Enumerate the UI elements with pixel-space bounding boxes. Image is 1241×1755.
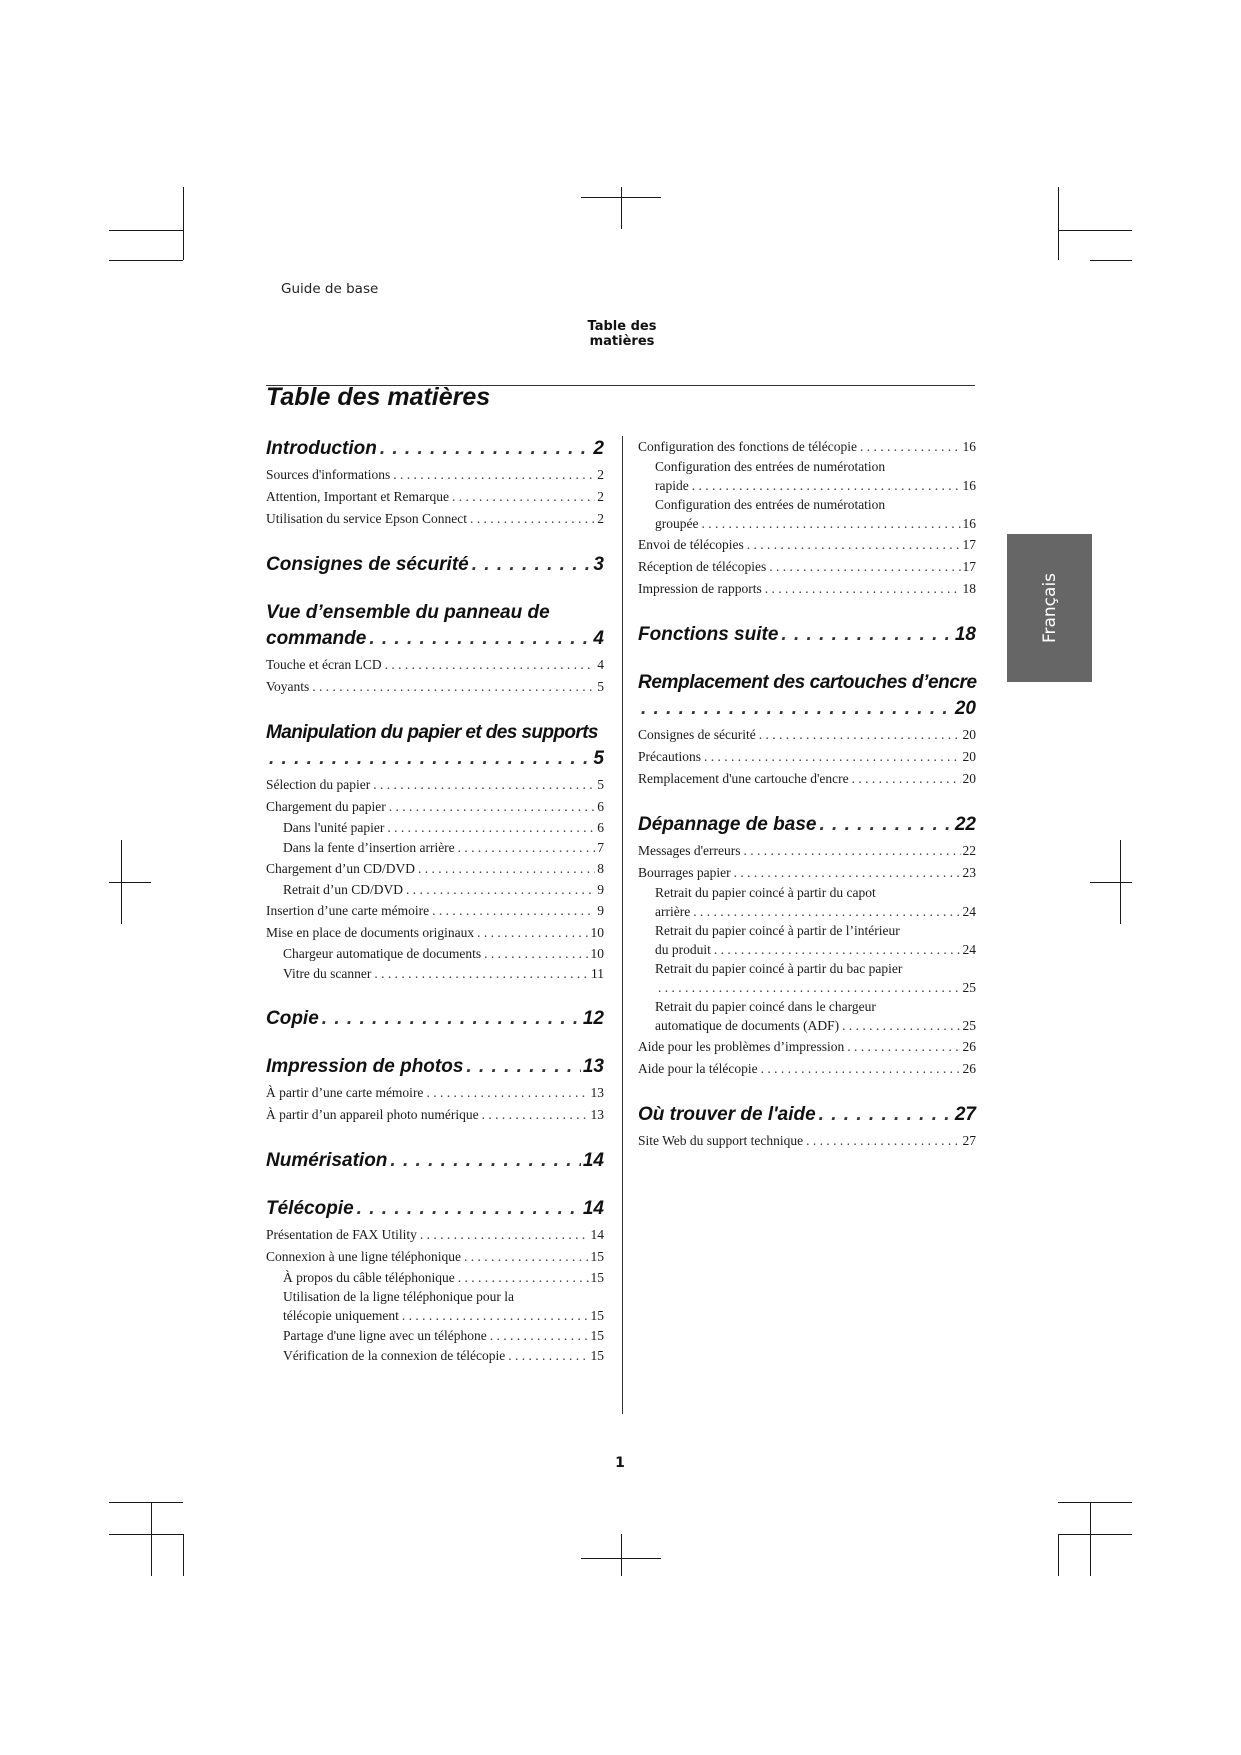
toc-entry[interactable]: Connexion à une ligne téléphonique . . . 15 bbox=[266, 1246, 604, 1268]
page-title: Table des matières bbox=[266, 383, 491, 411]
crop-mark bbox=[1058, 1534, 1059, 1576]
toc-subentry[interactable]: Chargeur automatique de documents . . . 10 bbox=[266, 944, 604, 964]
toc-subentry[interactable]: Dans la fente d’insertion arrière . . . 7 bbox=[266, 838, 604, 858]
toc-chapter-manipulation-line1[interactable]: Manipulation du papier et des supports bbox=[266, 722, 598, 743]
language-tab[interactable] bbox=[1007, 534, 1092, 682]
toc-chapter-introduction[interactable]: Introduction . . . 2 bbox=[266, 436, 604, 462]
toc-entry[interactable]: Messages d'erreurs . . . 22 bbox=[638, 840, 976, 862]
toc-entry[interactable]: Consignes de sécurité . . . 20 bbox=[638, 724, 976, 746]
crop-mark bbox=[109, 1534, 183, 1535]
toc-subentry-line1[interactable]: Utilisation de la ligne téléphonique pour la bbox=[283, 1289, 514, 1304]
toc-subentry[interactable]: rapide . . . 16 bbox=[638, 476, 976, 496]
section-title: Table des matières bbox=[587, 319, 657, 349]
toc-subentry-line1[interactable]: Retrait du papier coincé à partir du capot bbox=[655, 885, 876, 900]
toc-chapter-vue[interactable]: commande . . . 4 bbox=[266, 626, 604, 652]
toc-entry[interactable]: Mise en place de documents originaux . . . 10 bbox=[266, 922, 604, 944]
crop-mark bbox=[183, 187, 184, 260]
toc-subentry[interactable]: télécopie uniquement . . . 15 bbox=[266, 1306, 604, 1326]
toc-entry[interactable]: Remplacement d'une cartouche d'encre . . . 20 bbox=[638, 768, 976, 790]
crop-mark bbox=[621, 1534, 622, 1576]
toc-subentry-line1[interactable]: Retrait du papier coincé à partir de l’intérieur bbox=[655, 923, 900, 938]
toc-entry[interactable]: Insertion d’une carte mémoire . . . 9 bbox=[266, 900, 604, 922]
crop-mark bbox=[1058, 187, 1059, 260]
toc-subentry[interactable]: À propos du câble téléphonique . . . 15 bbox=[266, 1268, 604, 1288]
toc-subentry-line1[interactable]: Retrait du papier coincé à partir du bac papier bbox=[655, 961, 903, 976]
toc-subentry[interactable]: Partage d'une ligne avec un téléphone . . . 15 bbox=[266, 1326, 604, 1346]
toc-left-column bbox=[266, 436, 604, 1366]
toc-entry[interactable]: Voyants . . . 5 bbox=[266, 676, 604, 698]
toc-subentry[interactable]: du produit . . . 24 bbox=[638, 940, 976, 960]
toc-entry[interactable]: Attention, Important et Remarque . . . 2 bbox=[266, 486, 604, 508]
crop-mark bbox=[1058, 230, 1132, 231]
toc-entry[interactable]: Précautions . . . 20 bbox=[638, 746, 976, 768]
toc-entry[interactable]: Touche et écran LCD . . . 4 bbox=[266, 654, 604, 676]
toc-entry[interactable]: Site Web du support technique . . . 27 bbox=[638, 1130, 976, 1152]
crop-mark bbox=[1090, 1502, 1091, 1576]
toc-subentry[interactable]: . . . 25 bbox=[638, 978, 976, 998]
toc-subentry[interactable]: Retrait d’un CD/DVD . . . 9 bbox=[266, 880, 604, 900]
toc-chapter-numerisation[interactable]: Numérisation . . . 14 bbox=[266, 1148, 604, 1174]
toc-right-column bbox=[638, 436, 976, 1152]
crop-mark bbox=[1090, 882, 1132, 883]
toc-chapter-telecopie[interactable]: Télécopie . . . 14 bbox=[266, 1196, 604, 1222]
toc-subentry[interactable]: Vitre du scanner . . . 11 bbox=[266, 964, 604, 984]
crop-mark bbox=[1058, 1502, 1132, 1503]
toc-entry[interactable]: Présentation de FAX Utility . . . 14 bbox=[266, 1224, 604, 1246]
toc-entry[interactable]: Envoi de télécopies . . . 17 bbox=[638, 534, 976, 556]
toc-chapter-remplacement[interactable]: . . . 20 bbox=[638, 696, 976, 722]
crop-mark bbox=[109, 882, 151, 883]
toc-entry[interactable]: Réception de télécopies . . . 17 bbox=[638, 556, 976, 578]
toc-entry[interactable]: Aide pour la télécopie . . . 26 bbox=[638, 1058, 976, 1080]
toc-chapter-remplacement-line1[interactable]: Remplacement des cartouches d’encre bbox=[638, 672, 977, 693]
crop-mark bbox=[109, 260, 183, 261]
toc-entry[interactable]: Impression de rapports . . . 18 bbox=[638, 578, 976, 600]
toc-entry[interactable]: À partir d’une carte mémoire . . . 13 bbox=[266, 1082, 604, 1104]
crop-mark bbox=[1120, 840, 1121, 924]
toc-chapter-impression[interactable]: Impression de photos . . . 13 bbox=[266, 1054, 604, 1080]
toc-chapter-aide[interactable]: Où trouver de l'aide . . . 27 bbox=[638, 1102, 976, 1128]
toc-subentry[interactable]: automatique de documents (ADF) . . . 25 bbox=[638, 1016, 976, 1036]
toc-chapter-manipulation[interactable]: . . . 5 bbox=[266, 746, 604, 772]
toc-chapter-depannage[interactable]: Dépannage de base . . . 22 bbox=[638, 812, 976, 838]
toc-entry[interactable]: Utilisation du service Epson Connect . . . 2 bbox=[266, 508, 604, 530]
toc-entry[interactable]: Bourrages papier . . . 23 bbox=[638, 862, 976, 884]
crop-mark bbox=[183, 1534, 184, 1576]
page-number: 1 bbox=[615, 1455, 625, 1471]
running-head: Guide de base bbox=[281, 281, 379, 297]
toc-chapter-consignes[interactable]: Consignes de sécurité . . . 3 bbox=[266, 552, 604, 578]
crop-mark bbox=[1058, 1534, 1132, 1535]
toc-subentry-line1[interactable]: Retrait du papier coincé dans le chargeur bbox=[655, 999, 876, 1014]
toc-subentry[interactable]: arrière . . . 24 bbox=[638, 902, 976, 922]
crop-mark bbox=[1090, 260, 1132, 261]
toc-entry[interactable]: Aide pour les problèmes d’impression . . . 26 bbox=[638, 1036, 976, 1058]
toc-entry[interactable]: Sources d'informations . . . 2 bbox=[266, 464, 604, 486]
toc-entry[interactable]: Chargement du papier . . . 6 bbox=[266, 796, 604, 818]
crop-mark bbox=[621, 187, 622, 229]
language-tab-label: Français bbox=[1039, 572, 1060, 644]
toc-subentry[interactable]: Vérification de la connexion de télécopie . . . 15 bbox=[266, 1346, 604, 1366]
toc-chapter-fonctions[interactable]: Fonctions suite . . . 18 bbox=[638, 622, 976, 648]
toc-subentry-line1[interactable]: Configuration des entrées de numérotation bbox=[655, 459, 886, 474]
crop-mark bbox=[109, 1502, 183, 1503]
toc-entry[interactable]: Chargement d’un CD/DVD . . . 8 bbox=[266, 858, 604, 880]
column-divider bbox=[622, 436, 623, 1414]
toc-entry[interactable]: Sélection du papier . . . 5 bbox=[266, 774, 604, 796]
toc-subentry-line1[interactable]: Configuration des entrées de numérotation bbox=[655, 497, 886, 512]
toc-entry[interactable]: À partir d’un appareil photo numérique . . . 13 bbox=[266, 1104, 604, 1126]
crop-mark bbox=[151, 1502, 152, 1576]
toc-chapter-copie[interactable]: Copie . . . 12 bbox=[266, 1006, 604, 1032]
toc-chapter-vue-line1[interactable]: Vue d’ensemble du panneau de bbox=[266, 602, 550, 623]
crop-mark bbox=[121, 840, 122, 924]
toc-entry[interactable]: Configuration des fonctions de télécopie . . . 16 bbox=[638, 436, 976, 458]
toc-subentry[interactable]: Dans l'unité papier . . . 6 bbox=[266, 818, 604, 838]
toc-subentry[interactable]: groupée . . . 16 bbox=[638, 514, 976, 534]
crop-mark bbox=[109, 230, 183, 231]
